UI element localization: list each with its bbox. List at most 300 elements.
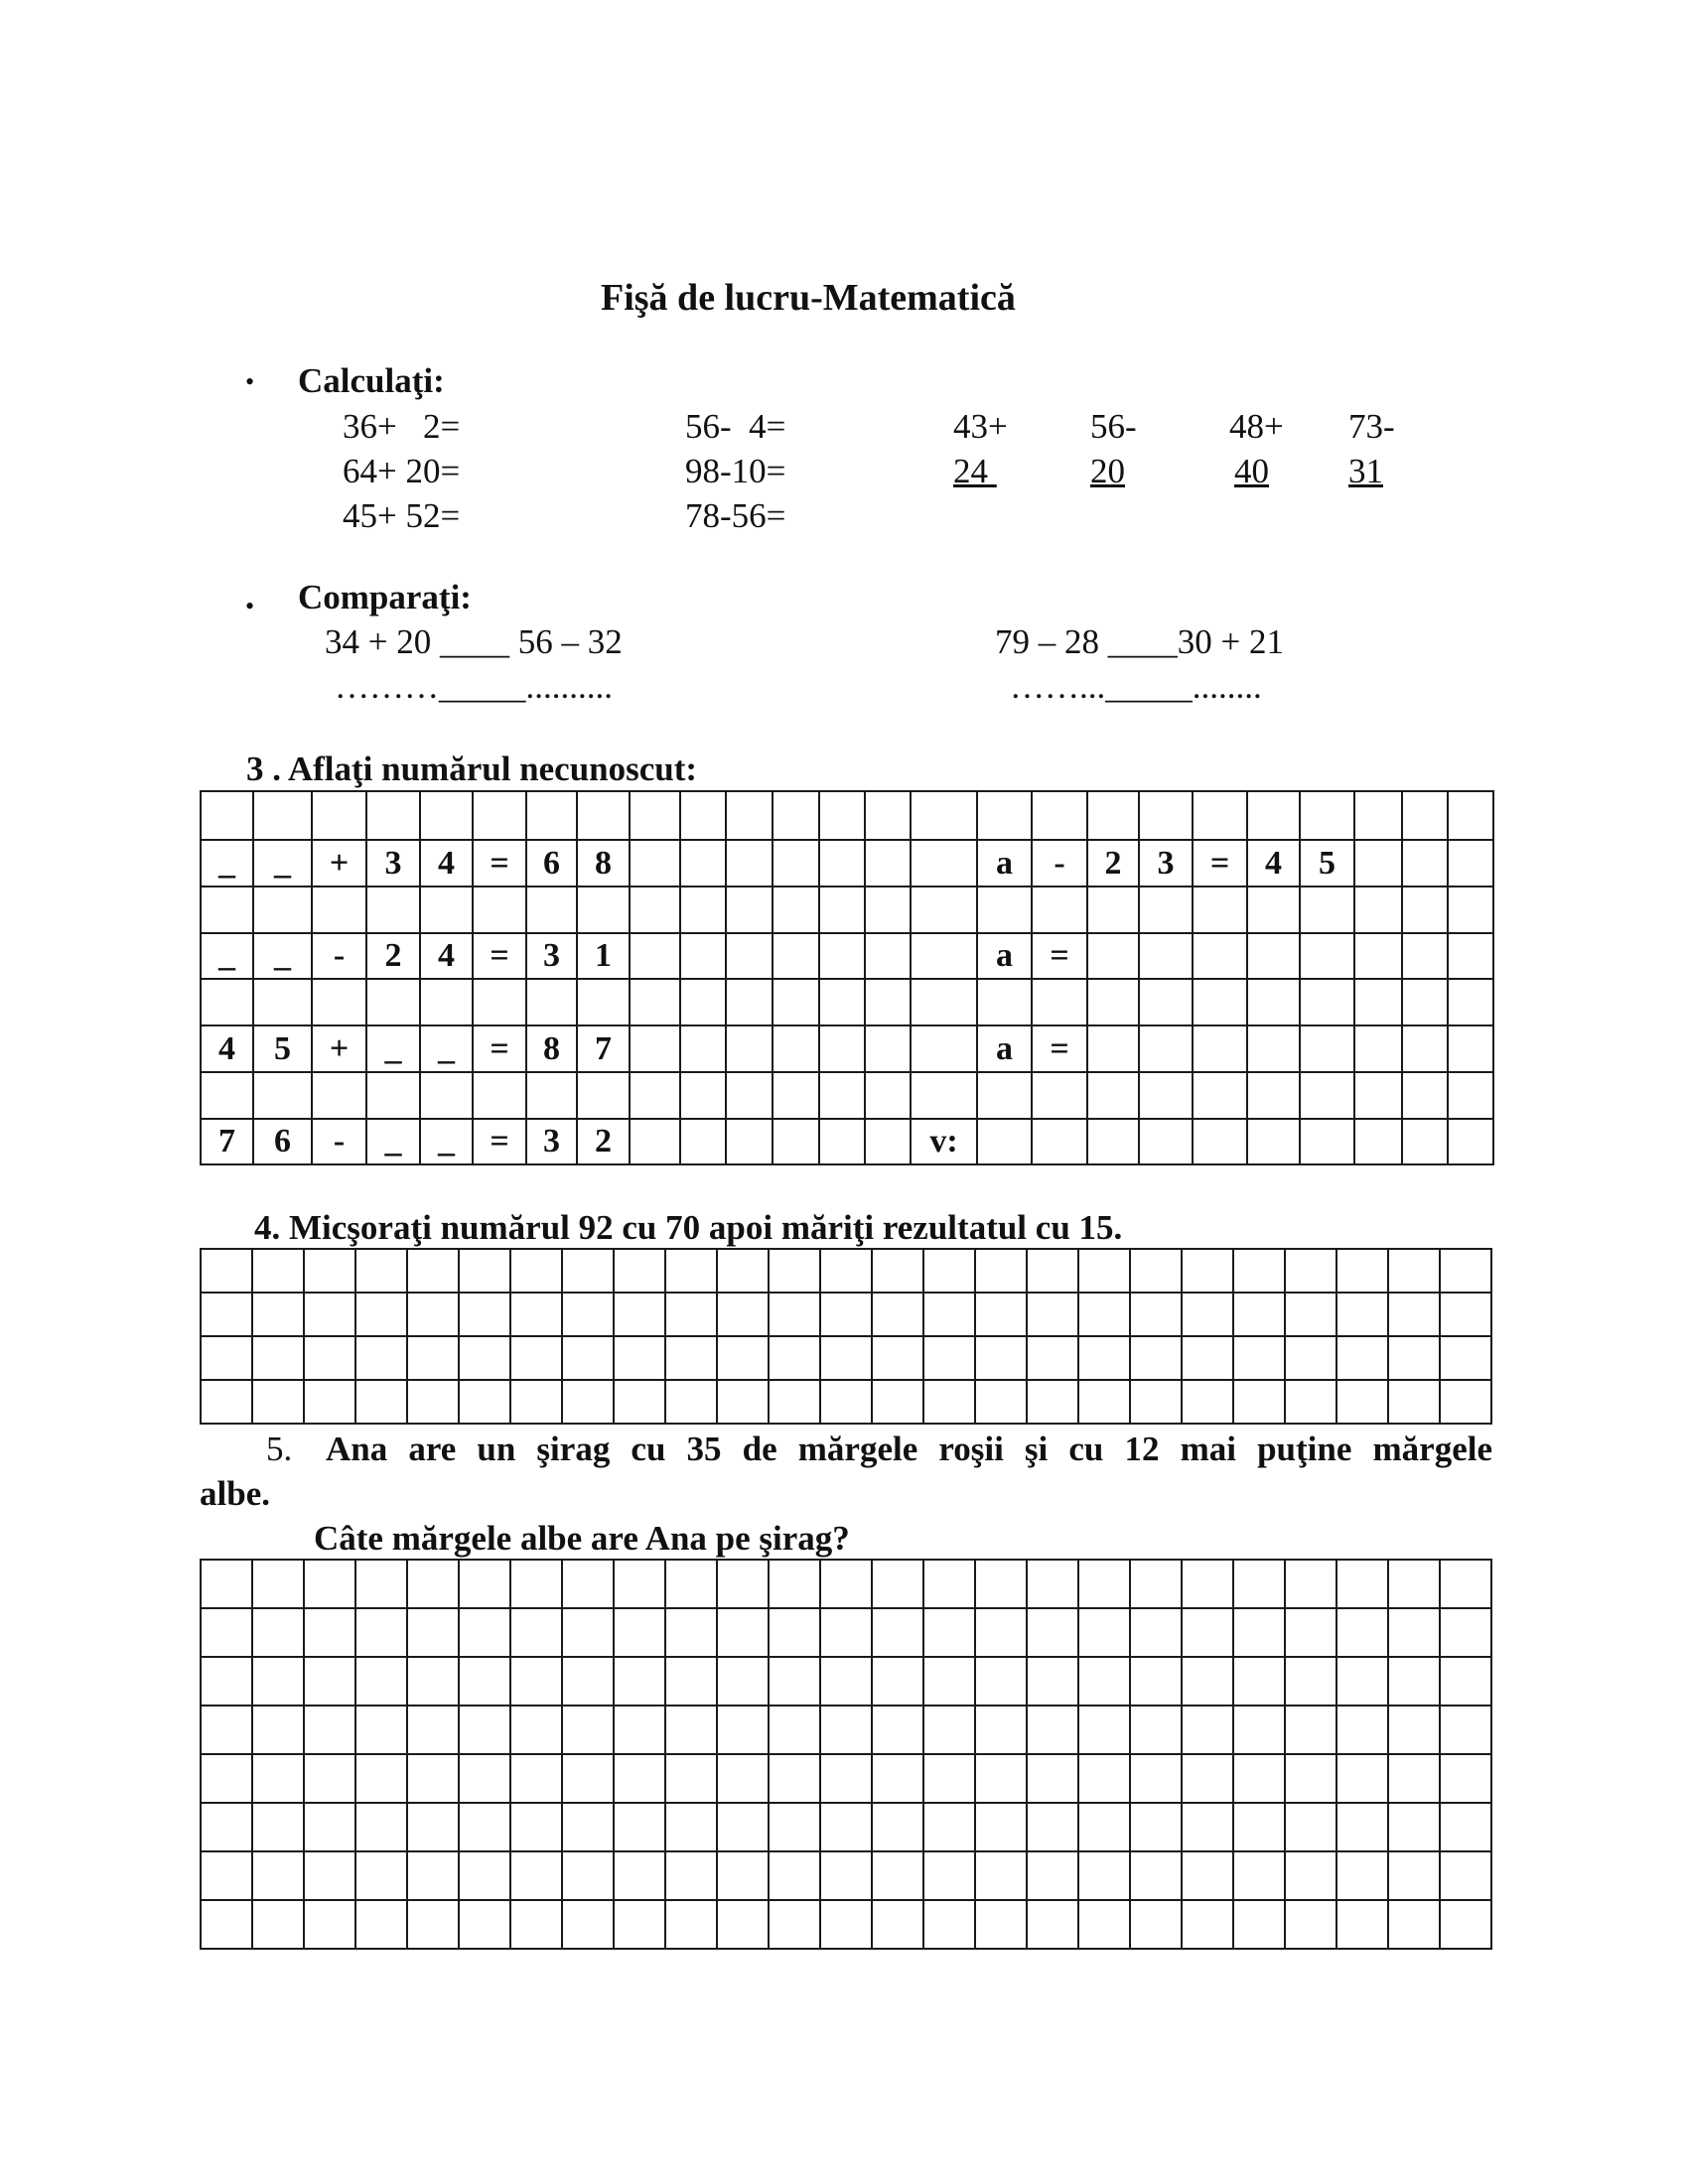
grid-cell[interactable]: 4 [201,1025,253,1072]
grid-cell[interactable] [1440,1608,1491,1657]
grid-cell[interactable] [355,1293,407,1336]
grid-cell[interactable] [1078,1706,1130,1754]
grid-cell[interactable] [872,1706,923,1754]
grid-cell[interactable] [304,1803,355,1851]
grid-cell[interactable] [1285,1754,1336,1803]
grid-cell[interactable] [923,1657,975,1706]
grid-cell[interactable] [510,1293,562,1336]
grid-cell[interactable] [820,1851,872,1900]
grid-cell[interactable] [407,1336,459,1380]
grid-cell[interactable] [680,1119,726,1164]
grid-cell[interactable] [1130,1608,1182,1657]
grid-cell[interactable] [1300,1072,1354,1118]
grid-cell[interactable] [526,1072,577,1118]
grid-cell[interactable] [1027,1657,1078,1706]
grid-cell[interactable] [665,1754,717,1803]
grid-cell[interactable] [717,1803,769,1851]
grid-cell[interactable] [304,1380,355,1424]
grid-cell[interactable] [1130,1803,1182,1851]
grid-cell[interactable] [1139,979,1193,1024]
grid-cell[interactable]: _ [420,1119,473,1164]
grid-cell[interactable] [1402,933,1448,979]
grid-cell[interactable]: _ [253,933,312,979]
grid-cell[interactable] [252,1803,304,1851]
grid-cell[interactable] [769,1380,820,1424]
grid-cell[interactable] [717,1560,769,1608]
grid-cell[interactable] [304,1754,355,1803]
grid-cell[interactable] [1388,1851,1440,1900]
grid-cell[interactable] [665,1706,717,1754]
grid-cell[interactable] [726,1072,773,1118]
grid-cell[interactable] [253,791,312,840]
grid-cell[interactable] [577,791,630,840]
grid-cell[interactable] [1388,1900,1440,1949]
grid-cell[interactable] [407,1560,459,1608]
grid-cell[interactable] [304,1249,355,1293]
grid-cell[interactable] [252,1560,304,1608]
grid-cell[interactable] [201,1900,252,1949]
grid-cell[interactable] [614,1803,665,1851]
grid-cell[interactable] [665,1851,717,1900]
grid-cell[interactable] [1285,1706,1336,1754]
grid-cell[interactable] [865,979,911,1024]
grid-cell[interactable] [407,1706,459,1754]
grid-cell[interactable] [407,1803,459,1851]
grid-cell[interactable] [769,1754,820,1803]
grid-cell[interactable] [1448,887,1493,933]
grid-cell[interactable] [872,1851,923,1900]
grid-cell[interactable] [1078,1380,1130,1424]
grid-cell[interactable] [680,887,726,933]
grid-cell[interactable] [1440,1560,1491,1608]
grid-cell[interactable] [872,1754,923,1803]
grid-cell[interactable] [911,979,977,1024]
grid-cell[interactable] [366,979,420,1024]
grid-cell[interactable] [717,1657,769,1706]
grid-cell[interactable] [1193,887,1247,933]
grid-cell[interactable] [562,1336,614,1380]
grid-cell[interactable] [473,1072,526,1118]
grid-cell[interactable] [1078,1560,1130,1608]
grid-cell[interactable] [820,1608,872,1657]
grid-cell[interactable] [769,1851,820,1900]
grid-cell[interactable] [1027,1336,1078,1380]
grid-cell[interactable] [1130,1380,1182,1424]
grid-cell[interactable] [820,1560,872,1608]
grid-cell[interactable] [614,1900,665,1949]
grid-cell[interactable] [1078,1900,1130,1949]
grid-cell[interactable] [1139,1025,1193,1072]
grid-cell[interactable] [1402,887,1448,933]
grid-cell[interactable] [562,1706,614,1754]
grid-cell[interactable] [1182,1803,1233,1851]
grid-cell[interactable] [304,1657,355,1706]
grid-cell[interactable] [769,1706,820,1754]
grid-cell[interactable] [1139,791,1193,840]
grid-cell[interactable] [366,791,420,840]
grid-cell[interactable] [872,1803,923,1851]
grid-cell[interactable] [769,1249,820,1293]
grid-cell[interactable] [769,1900,820,1949]
grid-cell[interactable] [1027,1249,1078,1293]
grid-cell[interactable] [665,1249,717,1293]
grid-cell[interactable] [911,840,977,886]
grid-cell[interactable] [1448,1119,1493,1164]
grid-cell[interactable] [1354,1119,1402,1164]
grid-cell[interactable] [1388,1293,1440,1336]
grid-cell[interactable] [630,933,680,979]
grid-cell[interactable] [510,1851,562,1900]
grid-cell[interactable] [1336,1380,1388,1424]
grid-cell[interactable] [1233,1608,1285,1657]
grid-cell[interactable] [1130,1706,1182,1754]
grid-cell[interactable] [510,1380,562,1424]
grid-cell[interactable] [201,1754,252,1803]
grid-cell[interactable] [975,1657,1027,1706]
grid-cell[interactable] [1078,1608,1130,1657]
grid-cell[interactable] [1139,933,1193,979]
grid-cell[interactable] [1285,1900,1336,1949]
grid-cell[interactable] [1300,791,1354,840]
grid-cell[interactable] [1354,791,1402,840]
grid-cell[interactable] [865,1025,911,1072]
grid-cell[interactable] [355,1851,407,1900]
grid-cell[interactable] [1233,1851,1285,1900]
grid-cell[interactable] [923,1293,975,1336]
grid-cell[interactable]: a [977,933,1032,979]
grid-cell[interactable]: 4 [420,933,473,979]
grid-cell[interactable] [630,1025,680,1072]
grid-cell[interactable]: 3 [526,933,577,979]
grid-cell[interactable] [577,1072,630,1118]
grid-cell[interactable] [304,1560,355,1608]
grid-cell[interactable] [1300,979,1354,1024]
grid-cell[interactable] [680,1072,726,1118]
grid-cell[interactable]: 4 [1247,840,1300,886]
grid-cell[interactable] [201,1336,252,1380]
grid-cell[interactable] [726,840,773,886]
grid-cell[interactable] [1336,1560,1388,1608]
grid-cell[interactable] [717,1900,769,1949]
grid-cell[interactable] [1388,1657,1440,1706]
grid-cell[interactable] [865,1119,911,1164]
grid-cell[interactable] [577,979,630,1024]
grid-cell[interactable] [665,1657,717,1706]
grid-cell[interactable] [614,1608,665,1657]
grid-cell[interactable]: 8 [577,840,630,886]
grid-cell[interactable] [923,1803,975,1851]
grid-cell[interactable] [1388,1560,1440,1608]
grid-cell[interactable] [773,1072,819,1118]
grid-cell[interactable] [1440,1249,1491,1293]
grid-cell[interactable] [253,887,312,933]
grid-cell[interactable] [1182,1293,1233,1336]
grid-cell[interactable] [872,1336,923,1380]
grid-cell[interactable]: 5 [1300,840,1354,886]
grid-cell[interactable] [1300,1025,1354,1072]
grid-cell[interactable] [1130,1560,1182,1608]
grid-cell[interactable] [975,1900,1027,1949]
grid-cell[interactable] [923,1706,975,1754]
grid-cell[interactable] [977,791,1032,840]
grid-cell[interactable] [865,887,911,933]
grid-cell[interactable] [407,1900,459,1949]
grid-cell[interactable] [304,1608,355,1657]
grid-cell[interactable] [1247,887,1300,933]
grid-cell[interactable] [1448,1072,1493,1118]
grid-cell[interactable] [304,1851,355,1900]
grid-cell[interactable] [726,791,773,840]
grid-cell[interactable] [201,1608,252,1657]
grid-cell[interactable]: 1 [577,933,630,979]
grid-cell[interactable] [1354,887,1402,933]
grid-cell[interactable]: + [312,840,366,886]
grid-cell[interactable] [1402,1119,1448,1164]
grid-cell[interactable] [312,979,366,1024]
grid-cell[interactable] [1078,1249,1130,1293]
grid-cell[interactable] [1087,979,1139,1024]
grid-cell[interactable] [355,1754,407,1803]
grid-cell[interactable] [1300,887,1354,933]
grid-cell[interactable] [614,1657,665,1706]
grid-cell[interactable] [420,1072,473,1118]
grid-cell[interactable] [1285,1851,1336,1900]
grid-cell[interactable] [717,1754,769,1803]
grid-cell[interactable] [459,1293,510,1336]
grid-cell[interactable] [872,1560,923,1608]
grid-cell[interactable] [407,1608,459,1657]
grid-cell[interactable] [911,1072,977,1118]
grid-cell[interactable] [769,1336,820,1380]
grid-cell[interactable] [1233,1657,1285,1706]
grid-cell[interactable] [1027,1754,1078,1803]
grid-cell[interactable] [665,1336,717,1380]
grid-cell[interactable] [510,1900,562,1949]
grid-cell[interactable] [1087,1025,1139,1072]
grid-cell[interactable]: 6 [253,1119,312,1164]
grid-cell[interactable] [773,791,819,840]
grid-cell[interactable] [614,1851,665,1900]
grid-cell[interactable] [1130,1851,1182,1900]
grid-cell[interactable] [253,979,312,1024]
grid-cell[interactable] [773,1119,819,1164]
grid-cell[interactable] [819,979,865,1024]
grid-cell[interactable] [1078,1851,1130,1900]
grid-cell[interactable] [252,1249,304,1293]
grid-cell[interactable] [1182,1336,1233,1380]
grid-cell[interactable] [201,1851,252,1900]
grid-cell[interactable] [1027,1803,1078,1851]
grid-cell[interactable] [1388,1803,1440,1851]
grid-cell[interactable] [1336,1293,1388,1336]
grid-cell[interactable] [510,1249,562,1293]
grid-cell[interactable] [820,1803,872,1851]
grid-cell[interactable] [923,1608,975,1657]
grid-cell[interactable] [1354,1072,1402,1118]
grid-cell[interactable] [819,887,865,933]
grid-cell[interactable] [1182,1851,1233,1900]
grid-cell[interactable] [726,979,773,1024]
grid-cell[interactable] [865,933,911,979]
grid-cell[interactable]: v: [911,1119,977,1164]
grid-cell[interactable] [355,1608,407,1657]
grid-cell[interactable] [726,933,773,979]
grid-cell[interactable]: _ [201,840,253,886]
grid-cell[interactable]: + [312,1025,366,1072]
grid-cell[interactable] [1027,1706,1078,1754]
grid-cell[interactable] [1354,933,1402,979]
grid-cell[interactable]: 3 [366,840,420,886]
grid-cell[interactable] [252,1657,304,1706]
grid-cell[interactable] [614,1249,665,1293]
grid-cell[interactable] [975,1560,1027,1608]
grid-cell[interactable] [1078,1293,1130,1336]
grid-cell[interactable]: 3 [526,1119,577,1164]
grid-cell[interactable] [407,1249,459,1293]
grid-cell[interactable] [1182,1706,1233,1754]
grid-cell[interactable] [355,1560,407,1608]
grid-cell[interactable] [459,1336,510,1380]
grid-cell[interactable] [1193,933,1247,979]
grid-cell[interactable]: 6 [526,840,577,886]
grid-cell[interactable] [510,1657,562,1706]
grid-cell[interactable] [562,1803,614,1851]
grid-cell[interactable] [407,1851,459,1900]
grid-cell[interactable] [1336,1657,1388,1706]
grid-cell[interactable]: = [473,840,526,886]
grid-cell[interactable] [872,1293,923,1336]
grid-cell[interactable] [680,979,726,1024]
grid-cell[interactable]: 4 [420,840,473,886]
grid-cell[interactable] [1032,791,1087,840]
grid-cell[interactable] [526,791,577,840]
grid-cell[interactable] [355,1657,407,1706]
grid-cell[interactable] [630,840,680,886]
grid-cell[interactable] [923,1754,975,1803]
grid-cell[interactable]: 5 [253,1025,312,1072]
grid-cell[interactable] [819,1072,865,1118]
grid-cell[interactable] [769,1560,820,1608]
grid-cell[interactable]: _ [420,1025,473,1072]
grid-cell[interactable] [459,1608,510,1657]
grid-cell[interactable] [562,1754,614,1803]
grid-cell[interactable] [1193,979,1247,1024]
grid-cell[interactable] [252,1293,304,1336]
grid-cell[interactable] [769,1293,820,1336]
grid-cell[interactable] [1440,1293,1491,1336]
grid-cell[interactable] [355,1380,407,1424]
grid-cell[interactable] [820,1900,872,1949]
grid-cell[interactable] [1130,1336,1182,1380]
grid-cell[interactable] [1182,1249,1233,1293]
grid-cell[interactable] [665,1803,717,1851]
grid-cell[interactable] [923,1336,975,1380]
grid-cell[interactable] [1087,1072,1139,1118]
grid-cell[interactable] [252,1754,304,1803]
grid-cell[interactable] [1027,1851,1078,1900]
grid-cell[interactable] [201,791,253,840]
grid-cell[interactable] [1233,1336,1285,1380]
grid-cell[interactable]: 8 [526,1025,577,1072]
grid-cell[interactable] [630,791,680,840]
grid-cell[interactable] [717,1380,769,1424]
grid-cell[interactable] [1027,1293,1078,1336]
grid-cell[interactable] [1440,1900,1491,1949]
grid-cell[interactable] [1388,1608,1440,1657]
grid-cell[interactable] [355,1706,407,1754]
grid-cell[interactable] [1087,933,1139,979]
grid-cell[interactable] [252,1706,304,1754]
grid-cell[interactable] [1087,791,1139,840]
grid-cell[interactable] [1388,1754,1440,1803]
grid-cell[interactable] [1233,1249,1285,1293]
grid-cell[interactable] [1388,1380,1440,1424]
grid-cell[interactable] [1336,1754,1388,1803]
grid-cell[interactable] [1032,979,1087,1024]
grid-cell[interactable] [680,791,726,840]
grid-cell[interactable] [665,1608,717,1657]
grid-cell[interactable] [1388,1249,1440,1293]
grid-cell[interactable] [1182,1657,1233,1706]
grid-cell[interactable] [726,1025,773,1072]
grid-cell[interactable] [304,1336,355,1380]
grid-cell[interactable] [420,791,473,840]
grid-cell[interactable] [630,979,680,1024]
grid-cell[interactable] [911,791,977,840]
grid-cell[interactable] [1130,1754,1182,1803]
grid-cell[interactable] [1440,1380,1491,1424]
grid-cell[interactable] [1130,1657,1182,1706]
grid-cell[interactable] [1182,1754,1233,1803]
grid-cell[interactable] [562,1900,614,1949]
grid-cell[interactable] [1130,1293,1182,1336]
grid-cell[interactable] [1247,979,1300,1024]
grid-cell[interactable]: 7 [577,1025,630,1072]
grid-cell[interactable] [459,1560,510,1608]
grid-cell[interactable] [510,1803,562,1851]
grid-cell[interactable] [473,979,526,1024]
grid-cell[interactable] [459,1803,510,1851]
grid-cell[interactable] [819,840,865,886]
grid-cell[interactable] [201,1293,252,1336]
grid-cell[interactable] [726,1119,773,1164]
grid-cell[interactable] [1354,840,1402,886]
grid-cell[interactable] [1130,1249,1182,1293]
grid-cell[interactable] [1193,1072,1247,1118]
grid-cell[interactable] [201,887,253,933]
grid-cell[interactable] [1285,1560,1336,1608]
grid-cell[interactable] [304,1706,355,1754]
grid-cell[interactable] [717,1336,769,1380]
grid-cell[interactable]: = [1032,933,1087,979]
grid-cell[interactable] [459,1706,510,1754]
grid-cell[interactable] [773,887,819,933]
grid-cell[interactable] [820,1657,872,1706]
grid-cell[interactable] [820,1380,872,1424]
grid-cell[interactable] [630,1119,680,1164]
grid-cell[interactable] [1402,1025,1448,1072]
grid-cell[interactable] [1402,979,1448,1024]
grid-cell[interactable] [1247,1119,1300,1164]
grid-cell[interactable] [510,1754,562,1803]
grid-cell[interactable] [252,1900,304,1949]
grid-cell[interactable] [1182,1608,1233,1657]
grid-cell[interactable] [820,1754,872,1803]
grid-cell[interactable] [665,1900,717,1949]
grid-cell[interactable] [312,887,366,933]
grid-cell[interactable] [773,840,819,886]
grid-cell[interactable] [459,1380,510,1424]
